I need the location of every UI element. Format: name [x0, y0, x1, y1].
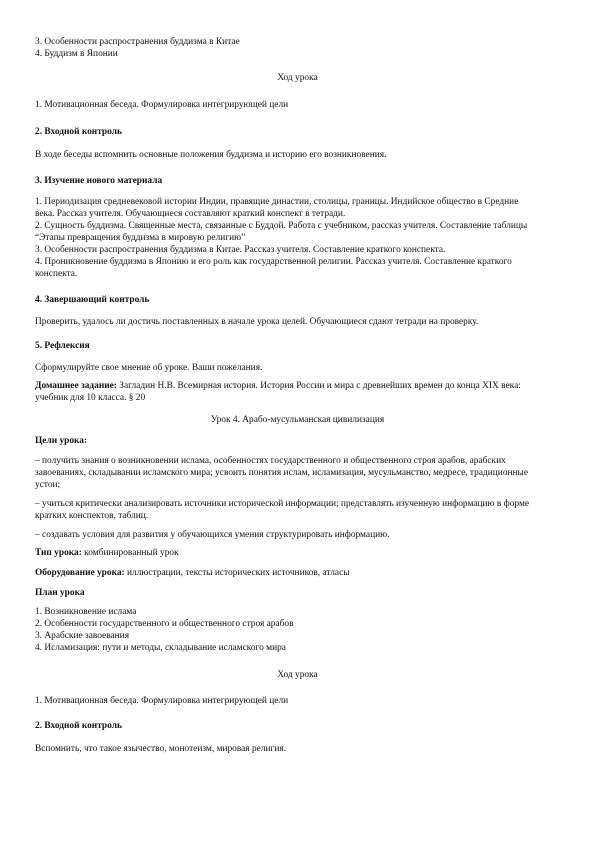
goal-line: завоеваниях, складывании исламского мира; усвоить понятия ислам, исламизация, мусульманство, медресе, традиционные [35, 468, 529, 478]
goal-line: – получить знания о возникновении ислама, особенностях государственного и общественного строя арабов, арабских [35, 456, 506, 466]
section-line: конспекта. [35, 269, 78, 279]
section-title: 2. Входной контроль [35, 721, 122, 731]
section-line: 3. Особенности распространения буддизма в Китае. Рассказ учителя. Составление краткого конспекта. [35, 245, 446, 255]
section-text: Сформулируйте свое мнение об уроке. Ваши пожелания. [35, 363, 263, 373]
goal-line: – создавать условия для развития у обучающихся умения структурировать информацию. [35, 530, 390, 540]
section-text: В ходе беседы вспомнить основные положения буддизма и историю его возникновения. [35, 150, 387, 160]
plan-item: 3. Арабские завоевания [35, 631, 130, 641]
course-heading: Ход урока [277, 73, 318, 83]
section-title: 5. Рефлексия [35, 341, 90, 351]
goal-line: – учиться критически анализировать источники исторической информации; представлять изученную информацию в форме [35, 499, 530, 509]
goals-title: Цели урока: [35, 436, 88, 446]
section-title: 2. Входной контроль [35, 127, 122, 137]
section-text: Проверить, удалось ли достичь поставленных в начале урока целей. Обучающиеся сдают тетради на проверку. [35, 317, 479, 327]
section-line: 1. Периодизация средневековой истории Индии, правящие династии, столицы, границы. Индийское общество в Средние [35, 197, 519, 207]
section-title: 3. Изучение нового материала [35, 176, 163, 186]
goal-line: устои; [35, 480, 61, 490]
plan-title: План урока [35, 588, 85, 598]
homework-line: учебник для 10 класса. § 20 [35, 393, 146, 403]
lesson-type-line [35, 548, 563, 560]
section-line: “Этапы превращения буддизма в мировую религию” [35, 233, 246, 243]
course-heading: Ход урока [277, 670, 318, 680]
homework-label: Домашнее задание: [35, 381, 117, 391]
section-line: 2. Сущность буддизма. Священные места, связанные с Буддой. Работа с учебником, рассказ учителя. Составление таблицы [35, 221, 528, 231]
section-title: 4. Завершающий контроль [35, 295, 150, 305]
lesson-step: 1. Мотивационная беседа. Формулировка интегрирующей цели [35, 696, 289, 706]
equipment-label: Оборудование урока: [35, 568, 125, 578]
lesson-title: Урок 4. Арабо-мусульманская цивилизация [210, 415, 385, 425]
plan-item: 2. Особенности государственного и общественного строя арабов [35, 619, 294, 629]
top-list-item: 4. Буддизм в Японии [35, 49, 118, 59]
plan-item: 4. Исламизация: пути и методы, складывание исламского мира [35, 643, 286, 653]
section-line: века. Рассказ учителя. Обучающиеся составляют краткий конспект в тетради. [35, 209, 346, 219]
equipment-line [35, 568, 563, 580]
homework-text: Загладин Н.В. Всемирная история. История России и мира с древнейших времен до конца XIX века: [116, 381, 521, 391]
plan-item: 1. Возникновение ислама [35, 607, 137, 617]
section-text: Вспомнить, что такое язычество, монотеизм, мировая религия. [35, 744, 287, 754]
lesson-type-label: Тип урока: [35, 548, 82, 558]
homework-line [35, 381, 563, 393]
section-line: 4. Проникновение буддизма в Японию и его роль как государственной религии. Рассказ учителя. Составление краткого [35, 257, 512, 267]
lesson-step: 1. Мотивационная беседа. Формулировка интегрирующей цели [35, 100, 289, 110]
goal-line: кратких конспектов, таблиц. [35, 511, 149, 521]
lesson-type-text: комбинированный урок [81, 548, 179, 558]
equipment-text: иллюстрации, тексты исторических источников, атласы [124, 568, 350, 578]
top-list-item: 3. Особенности распространения буддизма в Китае [35, 37, 240, 47]
